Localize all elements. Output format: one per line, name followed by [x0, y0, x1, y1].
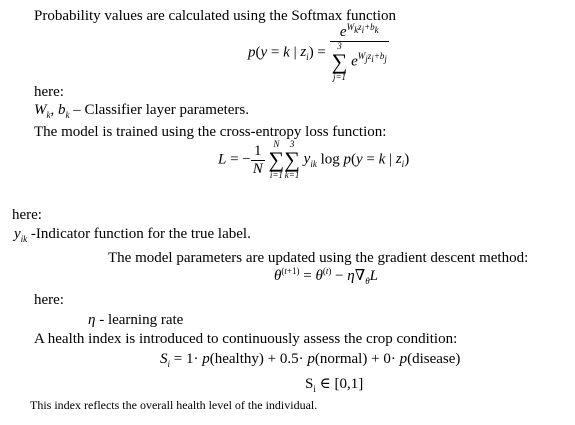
indicator-line: $y_{ik}$ -Indicator function for the true label.	[14, 226, 251, 244]
learning-rate-text: learning rate	[107, 312, 184, 328]
softmax-equation: p(y = k | $z_i$) = $e^{W_kz_i+b_k}$ 3 ∑ j=1 $e^{W_jz_i+b_j}$	[248, 22, 387, 82]
classifier-params-text: Classifier layer parameters.	[84, 102, 250, 118]
gradient-descent-intro: The model parameters are updated using the gradient descent method:	[108, 250, 529, 266]
softmax-intro: Probability values are calculated using the Softmax function	[34, 8, 396, 24]
indicator-text: -Indicator function for the true label.	[30, 226, 251, 242]
gradient-equation: $\theta^{(t+1)} = \theta^{(t)} - \eta\nabla_\theta L$	[274, 266, 378, 286]
health-index-equation: $S_i = 1\cdot$ p(healthy) + 0.5· p(normal) + 0· p(disease)	[160, 351, 461, 369]
classifier-params-line: $W_k$, $b_k$ – Classifier layer parameters.	[34, 102, 250, 120]
health-index-intro: A health index is introduced to continuously assess the crop condition:	[34, 331, 458, 347]
health-index-range: $S_i$ ∈ [0,1]	[305, 376, 364, 394]
learning-rate-line: η - learning rate	[88, 312, 184, 328]
loss-equation: L = − $\frac{1}{N}$ N ∑ i=1 3 ∑ k=1 $y_{ik}$ log p(y = k | $z_i$)	[218, 139, 410, 180]
cross-entropy-intro: The model is trained using the cross-entropy loss function:	[34, 124, 387, 140]
here-label-2: here:	[12, 207, 42, 223]
here-label-1: here:	[34, 84, 64, 100]
here-label-3: here:	[34, 292, 64, 308]
footer-note: This index reflects the overall health level of the individual.	[30, 398, 318, 412]
